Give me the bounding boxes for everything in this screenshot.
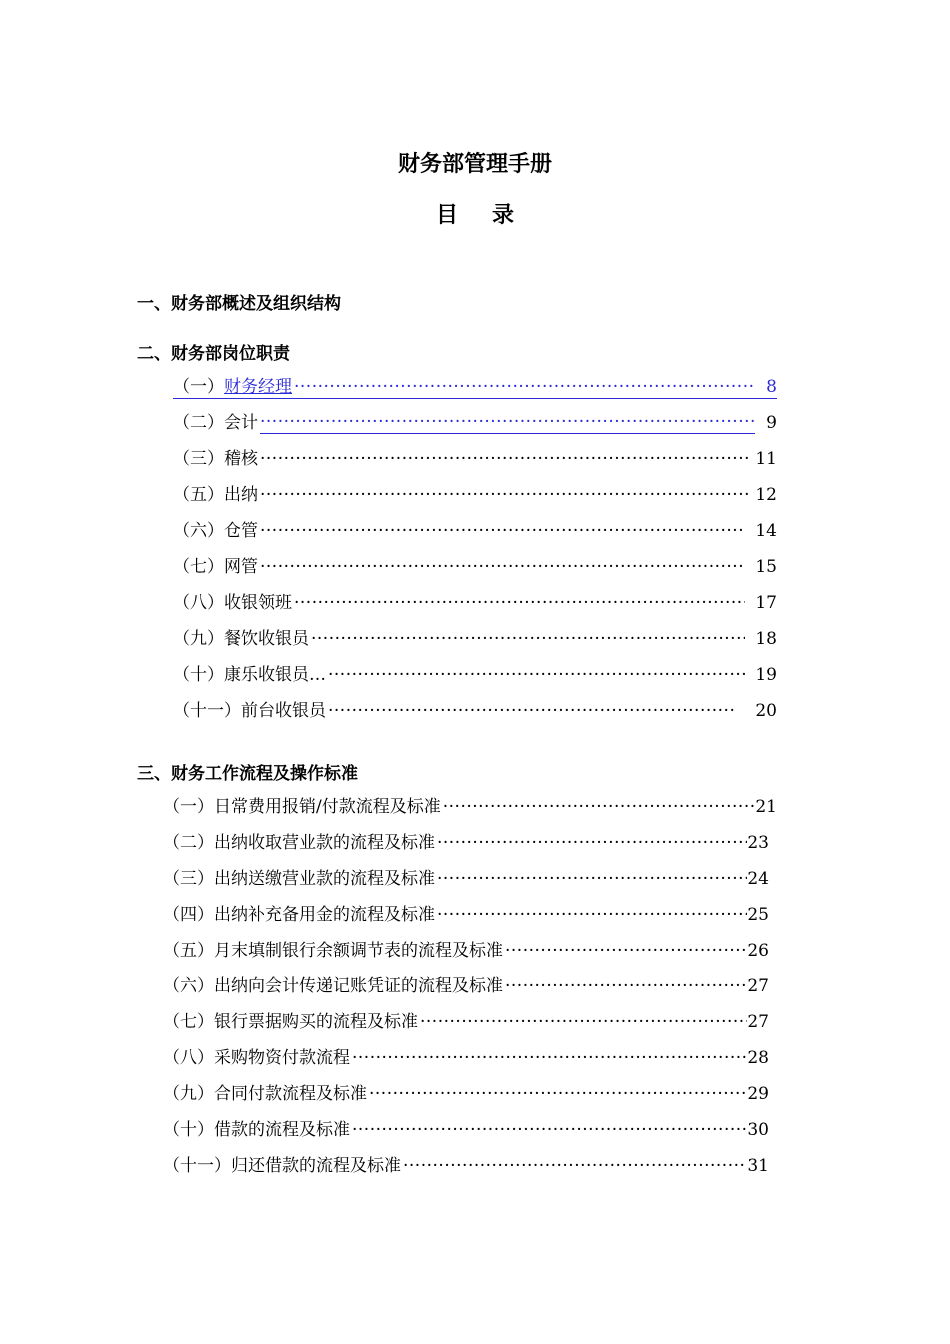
toc-page-number: 15 [755,557,777,577]
toc-entry-label[interactable]: 收银领班 [224,593,292,613]
dot-leader [260,520,745,542]
toc-entry[interactable] [163,1079,769,1105]
toc-entry[interactable] [173,516,777,542]
toc-entry[interactable] [173,660,777,686]
toc-page-number: 9 [766,413,777,433]
toc-entry-number: （六） [173,521,224,541]
toc-entry[interactable] [163,792,777,818]
toc-entry-number: （一） [163,797,214,817]
toc-page-number: 23 [747,833,769,853]
toc-entry-link[interactable]: 财务经理 [224,377,292,397]
section-heading[interactable]: 一、财务部概述及组织结构 [137,294,341,314]
toc-page-number: 29 [747,1084,769,1104]
toc-entry[interactable] [163,1043,769,1069]
toc-entry-label[interactable]: 会计 [224,413,258,433]
dot-leader [311,628,745,650]
toc-page-number: 11 [755,449,777,469]
toc-entry-number: （十一） [173,701,241,721]
toc-entry-label[interactable]: 仓管 [224,521,258,541]
dot-leader [328,664,745,686]
dot-leader [294,376,755,398]
toc-page-number: 27 [747,1012,769,1032]
toc-entry-number: （四） [163,905,214,925]
toc-entry-label[interactable]: 出纳向会计传递记账凭证的流程及标准 [214,976,503,996]
toc-entry-label[interactable]: 出纳收取营业款的流程及标准 [214,833,435,853]
toc-entry[interactable] [173,696,777,722]
toc-page-number: 18 [755,629,777,649]
toc-page-number: 31 [747,1156,769,1176]
toc-page-number: 25 [747,905,769,925]
dot-leader [403,1155,747,1177]
toc-entry-number: （九） [173,629,224,649]
toc-entry[interactable] [173,624,777,650]
toc-entry-label[interactable]: 出纳送缴营业款的流程及标准 [214,869,435,889]
toc-page-number: 24 [747,869,769,889]
toc-entry[interactable] [163,1151,769,1177]
toc-entry-number: （六） [163,976,214,996]
toc-entry[interactable] [163,900,769,926]
toc-page-number: 30 [747,1120,769,1140]
toc-entry[interactable] [163,1115,769,1141]
dot-leader [352,1119,747,1141]
toc-page-number: 19 [755,665,777,685]
toc-entry[interactable] [173,480,777,506]
dot-leader [437,868,747,890]
toc-page-number: 14 [755,521,777,541]
toc-page-number: 21 [755,797,777,817]
toc-entry-label[interactable]: 采购物资付款流程 [214,1048,350,1068]
toc-entry-number: （三） [163,869,214,889]
document-title: 财务部管理手册 [397,152,552,177]
dot-leader [420,1011,747,1033]
dot-leader [443,796,756,818]
toc-page-number: 27 [747,976,769,996]
toc-entry-label[interactable]: 稽核 [224,449,258,469]
toc-entry-number: （十） [163,1120,214,1140]
dot-leader [505,975,747,997]
toc-entry[interactable] [173,552,777,578]
toc-entry-number: （二） [163,833,214,853]
dot-leader [437,832,747,854]
dot-leader [328,700,737,722]
toc-entry[interactable] [163,936,769,962]
toc-entry-number: （一） [173,377,224,397]
toc-entry-label[interactable]: 借款的流程及标准 [214,1120,350,1140]
toc-entry-number: （十） [173,665,224,685]
toc-entry-number: （九） [163,1084,214,1104]
toc-heading: 目录 [435,203,548,228]
dot-leader [260,556,745,578]
toc-entry-number: （三） [173,449,224,469]
dot-leader [260,484,751,506]
toc-page-number: 28 [747,1048,769,1068]
toc-entry[interactable] [163,1007,769,1033]
toc-entry[interactable] [173,408,777,434]
dot-leader [260,411,755,434]
toc-entry-number: （八） [163,1048,214,1068]
toc-entry-label[interactable]: 月末填制银行余额调节表的流程及标准 [214,941,503,961]
toc-entry-label[interactable]: 餐饮收银员 [224,629,309,649]
toc-entry[interactable] [163,828,769,854]
toc-entry-label[interactable]: 日常费用报销/付款流程及标准 [214,797,441,817]
dot-leader [352,1047,747,1069]
toc-entry[interactable] [163,864,769,890]
toc-entry-number: （五） [163,941,214,961]
toc-entry-number: （八） [173,593,224,613]
toc-entry[interactable] [173,444,777,470]
toc-entry-number: （五） [173,485,224,505]
toc-entry-label[interactable]: 银行票据购买的流程及标准 [214,1012,418,1032]
toc-entry-label[interactable]: 康乐收银员… [224,665,326,685]
dot-leader [437,904,747,926]
dot-leader [369,1083,747,1105]
dot-leader [294,592,745,614]
toc-entry-label[interactable]: 归还借款的流程及标准 [231,1156,401,1176]
toc-page-number: 8 [766,377,777,397]
toc-entry-number: （七） [173,557,224,577]
toc-entry[interactable] [173,588,777,614]
toc-page-number: 26 [747,941,769,961]
toc-entry-label[interactable]: 出纳 [224,485,258,505]
dot-leader [260,448,751,470]
toc-page-number: 20 [755,701,777,721]
section-heading[interactable]: 三、财务工作流程及操作标准 [137,764,358,784]
toc-entry-number: （七） [163,1012,214,1032]
section-heading[interactable]: 二、财务部岗位职责 [137,344,290,364]
toc-entry[interactable] [163,971,769,997]
toc-entry[interactable] [173,372,777,399]
toc-entry-label[interactable]: 网管 [224,557,258,577]
toc-entry-label[interactable]: 出纳补充备用金的流程及标准 [214,905,435,925]
toc-page-number: 17 [755,593,777,613]
toc-entry-number: （十一） [163,1156,231,1176]
toc-entry-number: （二） [173,413,224,433]
dot-leader [505,940,747,962]
toc-entry-label[interactable]: 前台收银员 [241,701,326,721]
toc-entry-label[interactable]: 合同付款流程及标准 [214,1084,367,1104]
toc-page-number: 12 [755,485,777,505]
